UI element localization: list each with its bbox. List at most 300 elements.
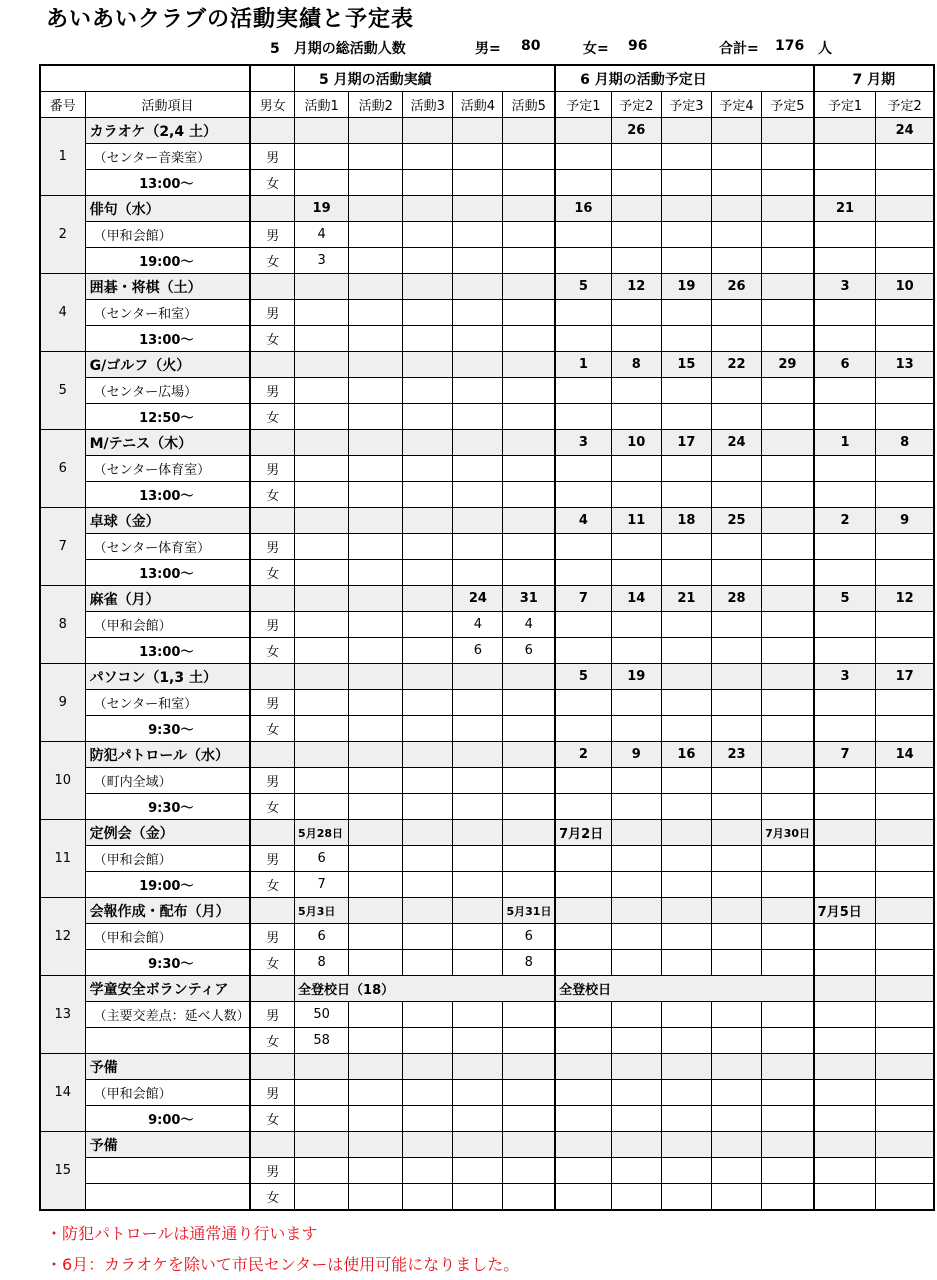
female-count-cell <box>453 1184 503 1211</box>
plan6-empty-cell <box>611 872 661 898</box>
plan6-empty-cell <box>611 1002 661 1028</box>
plan6-empty-cell <box>555 326 611 352</box>
activity-time: 13:00～ <box>85 326 250 352</box>
activity-name: 俳句（水） <box>85 196 250 222</box>
plan7-empty-cell <box>814 768 876 794</box>
summary-total-value: 176 <box>775 38 805 54</box>
plan6-date-cell: 8 <box>611 352 661 378</box>
result-date-cell <box>295 742 349 768</box>
plan6-date-cell <box>555 1054 611 1080</box>
plan6-date-cell <box>711 1054 761 1080</box>
male-count-cell <box>453 144 503 170</box>
gender-male: 男 <box>250 534 294 560</box>
plan7-date-cell <box>876 196 934 222</box>
plan6-empty-cell <box>711 1080 761 1106</box>
female-count-cell: 8 <box>503 950 555 976</box>
activity-number: 6 <box>40 430 85 508</box>
activity-place: （甲和会館） <box>85 846 250 872</box>
male-count-cell <box>403 768 453 794</box>
result-date-cell <box>349 352 403 378</box>
result-date-cell: 5月3日 <box>295 898 349 924</box>
activity-female-row <box>40 638 934 664</box>
plan6-empty-cell <box>711 690 761 716</box>
female-count-cell <box>403 560 453 586</box>
result-date-cell <box>403 586 453 612</box>
plan6-empty-cell <box>611 378 661 404</box>
male-count-cell <box>453 456 503 482</box>
summary-female-value: 96 <box>628 38 648 54</box>
result-date-cell <box>503 430 555 456</box>
activity-male-row <box>40 690 934 716</box>
gender-male: 男 <box>250 144 294 170</box>
activity-number: 14 <box>40 1054 85 1132</box>
female-count-cell: 3 <box>295 248 349 274</box>
gender-cell <box>250 118 294 144</box>
plan6-date-cell: 26 <box>711 274 761 300</box>
plan6-date-cell: 25 <box>711 508 761 534</box>
plan6-empty-cell <box>555 924 611 950</box>
gender-male: 男 <box>250 924 294 950</box>
plan7-empty-cell <box>814 872 876 898</box>
plan7-date-cell: 5 <box>814 586 876 612</box>
plan6-date-cell: 5 <box>555 274 611 300</box>
activity-number: 1 <box>40 118 85 196</box>
plan6-empty-cell <box>762 300 814 326</box>
result-date-cell <box>453 196 503 222</box>
result-date-cell <box>349 1132 403 1158</box>
result-date-cell <box>453 820 503 846</box>
plan6-date-cell <box>661 118 711 144</box>
plan6-date-cell: 7月30日 <box>762 820 814 846</box>
activity-male-row <box>40 612 934 638</box>
activity-row <box>40 118 934 144</box>
plan6-date-cell <box>711 1132 761 1158</box>
plan6-empty-cell <box>611 456 661 482</box>
female-count-cell <box>453 950 503 976</box>
result-date-cell <box>349 820 403 846</box>
plan6-empty-cell <box>661 794 711 820</box>
male-count-cell <box>403 924 453 950</box>
activity-row <box>40 196 934 222</box>
plan6-date-cell <box>611 898 661 924</box>
gender-cell <box>250 352 294 378</box>
plan6-empty-cell <box>611 170 661 196</box>
male-count-cell <box>349 456 403 482</box>
plan6-empty-cell <box>762 1184 814 1211</box>
plan7-empty-cell <box>876 560 934 586</box>
plan6-empty-cell <box>555 1028 611 1054</box>
gender-male: 男 <box>250 222 294 248</box>
male-count-cell <box>295 1158 349 1184</box>
male-count-cell <box>295 300 349 326</box>
activity-name: G/ゴルフ（火） <box>85 352 250 378</box>
plan7-empty-cell <box>876 222 934 248</box>
result-date-cell <box>503 508 555 534</box>
activity-number: 9 <box>40 664 85 742</box>
plan7-empty-cell <box>814 716 876 742</box>
activity-female-row <box>40 248 934 274</box>
plan6-empty-cell <box>762 690 814 716</box>
male-count-cell <box>403 456 453 482</box>
female-count-cell <box>453 326 503 352</box>
column-header-row <box>40 92 934 118</box>
plan6-date-cell <box>555 898 611 924</box>
activity-row <box>40 1054 934 1080</box>
plan6-date-cell: 15 <box>661 352 711 378</box>
activity-female-row <box>40 404 934 430</box>
result-date-cell <box>503 196 555 222</box>
plan6-date-cell: 5 <box>555 664 611 690</box>
female-count-cell <box>503 716 555 742</box>
plan6-date-cell <box>711 820 761 846</box>
male-count-cell <box>503 1080 555 1106</box>
plan7-empty-cell <box>814 144 876 170</box>
plan6-empty-cell <box>711 144 761 170</box>
plan6-empty-cell <box>762 378 814 404</box>
activity-place: （センター体育室） <box>85 456 250 482</box>
activity-time: 9:00～ <box>85 1106 250 1132</box>
plan6-empty-cell <box>611 768 661 794</box>
male-count-cell <box>349 144 403 170</box>
plan6-empty-cell <box>661 1080 711 1106</box>
col-plan7-header: 予定1 <box>814 92 876 118</box>
plan6-empty-cell <box>661 846 711 872</box>
female-count-cell <box>349 326 403 352</box>
plan6-empty-cell <box>762 768 814 794</box>
result-date-cell <box>453 898 503 924</box>
plan6-empty-cell <box>661 872 711 898</box>
plan6-empty-cell <box>555 170 611 196</box>
activity-male-row <box>40 300 934 326</box>
plan6-empty-cell <box>611 326 661 352</box>
plan6-empty-cell <box>555 300 611 326</box>
gender-male: 男 <box>250 378 294 404</box>
male-count-cell <box>349 612 403 638</box>
plan7-date-cell <box>876 820 934 846</box>
plan7-empty-cell <box>876 170 934 196</box>
activity-row <box>40 508 934 534</box>
activity-place: （センター広場） <box>85 378 250 404</box>
activity-row <box>40 430 934 456</box>
plan6-empty-cell <box>661 768 711 794</box>
plan6-empty-cell <box>661 1158 711 1184</box>
col-plan6-header: 予定1 <box>555 92 611 118</box>
result-date-cell <box>453 742 503 768</box>
plan7-date-cell: 12 <box>876 586 934 612</box>
activity-place: （センター体育室） <box>85 534 250 560</box>
plan7-empty-cell <box>876 716 934 742</box>
plan7-date-cell: 2 <box>814 508 876 534</box>
female-count-cell <box>403 326 453 352</box>
plan6-empty-cell <box>555 248 611 274</box>
female-count-cell <box>453 794 503 820</box>
result-date-cell <box>349 898 403 924</box>
plan7-empty-cell <box>814 248 876 274</box>
male-count-cell <box>503 300 555 326</box>
activity-place: （甲和会館） <box>85 222 250 248</box>
col-plan6-header: 予定3 <box>661 92 711 118</box>
male-count-cell: 4 <box>453 612 503 638</box>
activity-place: （センター音楽室） <box>85 144 250 170</box>
plan6-empty-cell <box>661 456 711 482</box>
activity-name: 予備 <box>85 1054 250 1080</box>
male-count-cell <box>453 924 503 950</box>
result-date-cell <box>403 508 453 534</box>
plan7-empty-cell <box>814 300 876 326</box>
plan7-empty-cell <box>876 144 934 170</box>
col-plan6-header: 予定5 <box>762 92 814 118</box>
plan7-empty-cell <box>876 300 934 326</box>
gender-male: 男 <box>250 1002 294 1028</box>
activity-male-row <box>40 1080 934 1106</box>
activity-time: 9:30～ <box>85 794 250 820</box>
result-date-cell <box>453 1054 503 1080</box>
plan7-date-cell: 6 <box>814 352 876 378</box>
male-count-cell <box>349 378 403 404</box>
activity-time: 9:30～ <box>85 716 250 742</box>
plan6-empty-cell <box>611 846 661 872</box>
result-date-cell <box>453 664 503 690</box>
plan7-date-cell <box>814 820 876 846</box>
male-count-cell <box>503 1002 555 1028</box>
male-count-cell <box>403 144 453 170</box>
gender-male: 男 <box>250 1158 294 1184</box>
plan6-date-cell <box>762 898 814 924</box>
plan6-empty-cell <box>555 456 611 482</box>
summary-total-label: 合計= <box>719 41 759 57</box>
gender-female: 女 <box>250 248 294 274</box>
activity-row <box>40 742 934 768</box>
plan6-empty-cell <box>611 794 661 820</box>
activity-male-row <box>40 1158 934 1184</box>
plan7-date-cell <box>876 1132 934 1158</box>
activity-number: 11 <box>40 820 85 898</box>
activity-name: 会報作成・配布（月） <box>85 898 250 924</box>
plan6-empty-cell <box>611 404 661 430</box>
result-date-cell <box>503 664 555 690</box>
gender-cell <box>250 898 294 924</box>
plan7-date-cell: 3 <box>814 664 876 690</box>
plan6-date-cell <box>762 430 814 456</box>
note-line: ・防犯パトロールは通常通り行います <box>46 1224 318 1243</box>
male-count-cell <box>503 378 555 404</box>
activity-number: 8 <box>40 586 85 664</box>
result-date-cell <box>403 274 453 300</box>
activity-number: 13 <box>40 976 85 1054</box>
plan6-date-cell <box>711 118 761 144</box>
plan6-empty-cell <box>711 1002 761 1028</box>
plan6-empty-cell <box>711 222 761 248</box>
male-count-cell <box>453 768 503 794</box>
gender-female: 女 <box>250 872 294 898</box>
plan6-date-cell: 17 <box>661 430 711 456</box>
plan6-empty-cell <box>661 300 711 326</box>
plan6-empty-cell <box>762 456 814 482</box>
female-count-cell <box>403 716 453 742</box>
plan6-empty-cell <box>711 1106 761 1132</box>
col-plan6-header: 予定2 <box>611 92 661 118</box>
female-count-cell <box>403 482 453 508</box>
plan7-date-cell: 13 <box>876 352 934 378</box>
female-count-cell <box>403 1184 453 1211</box>
activity-row <box>40 586 934 612</box>
female-count-cell <box>503 1184 555 1211</box>
plan6-empty-cell <box>611 560 661 586</box>
plan6-empty-cell <box>555 638 611 664</box>
summary-female-label: 女= <box>583 41 609 57</box>
blank-header-cell <box>40 65 250 92</box>
activity-place: （甲和会館） <box>85 924 250 950</box>
gender-female: 女 <box>250 560 294 586</box>
activity-male-row <box>40 222 934 248</box>
plan6-empty-cell <box>711 326 761 352</box>
section-header-row <box>40 65 934 92</box>
plan7-empty-cell <box>876 794 934 820</box>
plan6-date-cell <box>661 1132 711 1158</box>
plan6-empty-cell <box>611 482 661 508</box>
plan6-empty-cell <box>555 534 611 560</box>
gender-female: 女 <box>250 1184 294 1211</box>
female-count-cell <box>295 326 349 352</box>
activity-female-row <box>40 170 934 196</box>
summary-period: 5 月期の総活動人数 <box>270 41 406 57</box>
male-count-cell <box>295 144 349 170</box>
activity-female-row <box>40 482 934 508</box>
female-count-cell <box>453 560 503 586</box>
plan6-section-label: 6 月期の活動予定日 <box>555 65 814 92</box>
gender-cell <box>250 430 294 456</box>
plan6-empty-cell <box>611 690 661 716</box>
summary-unit: 人 <box>818 41 832 57</box>
result-date-cell <box>453 508 503 534</box>
result-date-cell <box>295 430 349 456</box>
result-date-cell <box>503 820 555 846</box>
plan6-empty-cell <box>661 1002 711 1028</box>
plan6-empty-cell <box>711 378 761 404</box>
col-result-header: 活動3 <box>403 92 453 118</box>
female-count-cell <box>453 1028 503 1054</box>
plan6-empty-cell <box>611 1184 661 1211</box>
plan6-empty-cell <box>711 612 761 638</box>
plan7-date-cell: 21 <box>814 196 876 222</box>
gender-female: 女 <box>250 1028 294 1054</box>
female-count-cell <box>349 638 403 664</box>
plan6-empty-cell <box>611 716 661 742</box>
male-count-cell <box>503 1158 555 1184</box>
plan7-empty-cell <box>814 560 876 586</box>
activity-name: 囲碁・将棋（土） <box>85 274 250 300</box>
activity-number: 12 <box>40 898 85 976</box>
female-count-cell <box>403 794 453 820</box>
female-count-cell <box>503 248 555 274</box>
plan6-empty-cell <box>762 638 814 664</box>
plan7-empty-cell <box>876 326 934 352</box>
plan6-empty-cell <box>611 1106 661 1132</box>
male-count-cell: 4 <box>295 222 349 248</box>
male-count-cell <box>295 1080 349 1106</box>
plan6-empty-cell <box>555 1106 611 1132</box>
male-count-cell <box>349 534 403 560</box>
female-count-cell <box>295 716 349 742</box>
activity-female-row <box>40 716 934 742</box>
plan7-empty-cell <box>814 690 876 716</box>
plan6-date-cell <box>611 1132 661 1158</box>
male-count-cell <box>403 612 453 638</box>
result-date-cell <box>403 118 453 144</box>
plan7-date-cell <box>814 1054 876 1080</box>
result-date-cell <box>453 274 503 300</box>
plan6-empty-cell <box>611 144 661 170</box>
female-count-cell <box>349 404 403 430</box>
male-count-cell: 6 <box>295 924 349 950</box>
gender-female: 女 <box>250 1106 294 1132</box>
result-date-cell <box>503 1054 555 1080</box>
plan7-empty-cell <box>876 638 934 664</box>
plan7-empty-cell <box>814 404 876 430</box>
activity-place: （甲和会館） <box>85 612 250 638</box>
plan7-date-cell <box>876 898 934 924</box>
plan6-empty-cell <box>711 170 761 196</box>
activity-name: 定例会（金） <box>85 820 250 846</box>
result-date-cell <box>503 1132 555 1158</box>
plan6-empty-cell <box>762 222 814 248</box>
plan6-date-cell: 19 <box>661 274 711 300</box>
plan7-empty-cell <box>814 846 876 872</box>
plan6-empty-cell <box>762 1106 814 1132</box>
plan7-empty-cell <box>876 1106 934 1132</box>
plan6-empty-cell <box>762 950 814 976</box>
result-date-cell <box>295 274 349 300</box>
plan7-empty-cell <box>876 1184 934 1211</box>
plan7-empty-cell <box>814 1028 876 1054</box>
plan6-empty-cell <box>711 794 761 820</box>
result-date-cell <box>403 1054 453 1080</box>
plan7-date-cell <box>814 976 876 1002</box>
plan6-empty-cell <box>555 222 611 248</box>
male-count-cell <box>503 768 555 794</box>
plan7-empty-cell <box>876 872 934 898</box>
plan7-empty-cell <box>814 378 876 404</box>
col-result-header: 活動2 <box>349 92 403 118</box>
plan6-empty-cell <box>611 1028 661 1054</box>
male-count-cell <box>349 768 403 794</box>
plan7-empty-cell <box>876 248 934 274</box>
plan6-date-cell <box>762 586 814 612</box>
male-count-cell: 6 <box>503 924 555 950</box>
female-count-cell <box>403 950 453 976</box>
plan6-empty-cell <box>711 560 761 586</box>
result-date-cell <box>503 118 555 144</box>
plan7-empty-cell <box>814 638 876 664</box>
result-date-cell <box>295 118 349 144</box>
plan7-empty-cell <box>876 1158 934 1184</box>
plan6-empty-cell <box>611 222 661 248</box>
plan6-date-cell: 1 <box>555 352 611 378</box>
plan7-date-cell <box>876 976 934 1002</box>
female-count-cell: 8 <box>295 950 349 976</box>
female-count-cell <box>403 872 453 898</box>
gender-cell <box>250 1054 294 1080</box>
male-count-cell <box>295 534 349 560</box>
plan6-empty-cell <box>762 326 814 352</box>
notes <box>46 1218 519 1280</box>
plan6-empty-cell <box>555 872 611 898</box>
male-count-cell <box>349 924 403 950</box>
plan6-empty-cell <box>611 1158 661 1184</box>
col-no-header: 番号 <box>40 92 85 118</box>
plan6-date-cell <box>661 1054 711 1080</box>
plan6-empty-cell <box>661 690 711 716</box>
